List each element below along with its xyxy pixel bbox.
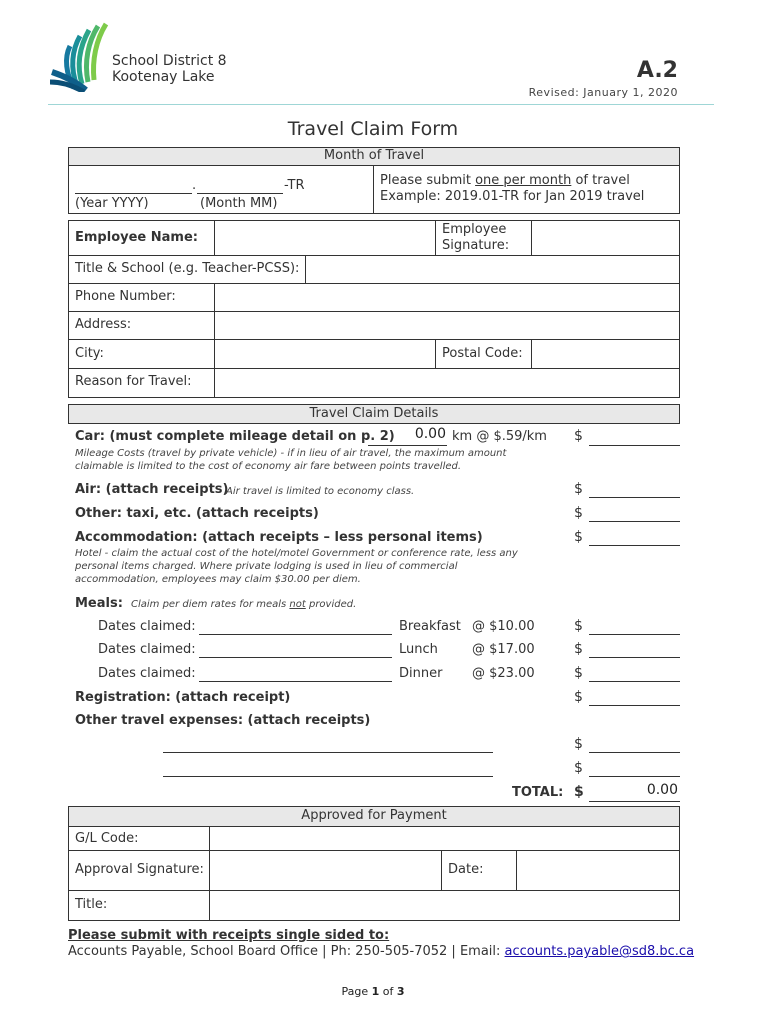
reason-field[interactable]	[215, 369, 679, 397]
col-sep-sig-left	[435, 221, 436, 255]
form-title: Travel Claim Form	[287, 118, 459, 140]
tr-suffix: -TR	[284, 178, 305, 193]
dinner-amount-line[interactable]	[589, 681, 680, 682]
employee-signature-field[interactable]	[532, 221, 679, 255]
other-travel-dollar-1: $	[574, 736, 583, 752]
month-input-line[interactable]	[197, 193, 283, 194]
car-note-1: Mileage Costs (travel by private vehicle) - if in lieu of air travel, the maximum amount	[75, 448, 507, 459]
page-total: 3	[396, 985, 405, 998]
address-label: Address:	[75, 317, 132, 332]
dinner-dates-label: Dates claimed:	[98, 666, 196, 681]
title-school-label: Title & School (e.g. Teacher-PCSS):	[75, 261, 300, 276]
accommodation-note-1: Hotel - claim the actual cost of the hotel/motel Government or conference rate, less any	[75, 548, 518, 559]
approval-signature-field[interactable]	[210, 851, 441, 890]
col-sep-postal-left	[435, 340, 436, 368]
page-current: 1	[371, 985, 380, 998]
org-name-line2: Kootenay Lake	[112, 69, 215, 85]
page-pre: Page	[341, 985, 372, 998]
contact-text: Accounts Payable, School Board Office | Ph: 250-505-7052 | Email:	[68, 944, 505, 959]
year-input-line[interactable]	[75, 193, 192, 194]
car-km-line	[368, 445, 447, 446]
lunch-dollar: $	[574, 641, 583, 657]
employee-signature-label-1: Employee	[442, 222, 507, 237]
total-dollar: $	[574, 784, 584, 800]
travel-claim-details-header: Travel Claim Details	[68, 404, 680, 424]
gl-code-field[interactable]	[210, 827, 679, 850]
month-example: Example: 2019.01-TR for Jan 2019 travel	[380, 189, 645, 204]
city-field[interactable]	[215, 340, 435, 368]
car-label: Car: (must complete mileage detail on p. 2)	[75, 429, 395, 444]
year-month-dot: .	[192, 178, 197, 193]
car-km-value[interactable]: 0.00	[414, 426, 446, 442]
total-value: 0.00	[646, 782, 678, 798]
lunch-label: Lunch	[399, 642, 438, 657]
breakfast-label: Breakfast	[399, 619, 461, 634]
submit-contact	[68, 944, 694, 959]
approval-date-label: Date:	[448, 862, 484, 877]
other-travel-amount-line-1[interactable]	[589, 752, 680, 753]
month-divider	[373, 166, 374, 214]
car-rate: km @ $.59/km	[452, 429, 547, 444]
other-travel-label: Other travel expenses: (attach receipts)	[75, 713, 371, 728]
lunch-dates-label: Dates claimed:	[98, 642, 196, 657]
dinner-dates-line[interactable]	[199, 681, 392, 682]
other-taxi-dollar: $	[574, 505, 583, 521]
approval-date-field[interactable]	[517, 851, 679, 890]
postal-code-label: Postal Code:	[442, 346, 523, 361]
dinner-rate: @ $23.00	[472, 666, 535, 681]
car-note-2: claimable is limited to the cost of economy air fare between points travelled.	[75, 461, 462, 472]
submit-note-underlined: one per month	[475, 173, 572, 188]
accommodation-amount-line[interactable]	[589, 545, 680, 546]
logo-leaves-icon	[46, 20, 116, 92]
meals-note-pre: Claim per diem rates for meals	[131, 599, 290, 610]
meals-note-underlined: not	[289, 599, 306, 610]
car-dollar: $	[574, 428, 583, 444]
submit-note-pre: Please submit	[380, 173, 476, 188]
breakfast-dates-line[interactable]	[199, 634, 392, 635]
submit-note	[380, 173, 630, 188]
air-dollar: $	[574, 481, 583, 497]
meals-note	[131, 599, 356, 610]
reason-label: Reason for Travel:	[75, 374, 192, 389]
other-travel-desc-line-1[interactable]	[163, 752, 493, 753]
accommodation-note-2: personal items charged. Where private lodging is used in lieu of commercial	[75, 561, 458, 572]
revised-date: Revised: January 1, 2020	[528, 86, 678, 99]
employee-signature-label-2: Signature:	[442, 238, 510, 253]
form-code: A.2	[636, 58, 678, 83]
date-col-sep-left	[441, 851, 442, 890]
total-amount-line	[589, 801, 680, 802]
city-label: City:	[75, 346, 104, 361]
page-mid: of	[379, 985, 397, 998]
month-format-label: (Month MM)	[200, 196, 278, 211]
other-taxi-label: Other: taxi, etc. (attach receipts)	[75, 506, 319, 521]
approval-title-field[interactable]	[210, 891, 679, 920]
lunch-rate: @ $17.00	[472, 642, 535, 657]
email-link[interactable]: accounts.payable@sd8.bc.ca	[504, 944, 695, 959]
header-rule	[48, 104, 714, 105]
registration-dollar: $	[574, 689, 583, 705]
dinner-label: Dinner	[399, 666, 443, 681]
phone-label: Phone Number:	[75, 289, 176, 304]
air-amount-line[interactable]	[589, 497, 680, 498]
title-school-field[interactable]	[306, 256, 679, 283]
address-field[interactable]	[215, 312, 679, 339]
lunch-amount-line[interactable]	[589, 657, 680, 658]
dinner-dollar: $	[574, 665, 583, 681]
page-number	[0, 985, 746, 998]
other-travel-desc-line-2[interactable]	[163, 776, 493, 777]
other-travel-amount-line-2[interactable]	[589, 776, 680, 777]
other-travel-dollar-2: $	[574, 760, 583, 776]
org-name-line1: School District 8	[112, 53, 227, 69]
submit-heading: Please submit with receipts single sided to:	[68, 928, 390, 943]
air-label: Air: (attach receipts)	[75, 482, 229, 497]
phone-field[interactable]	[215, 284, 679, 311]
meals-note-post: provided.	[305, 599, 357, 610]
approved-for-payment-header: Approved for Payment	[68, 806, 680, 827]
gl-code-label: G/L Code:	[75, 831, 139, 846]
approval-signature-label: Approval Signature:	[75, 862, 204, 877]
car-amount-line[interactable]	[589, 445, 680, 446]
meals-label: Meals:	[75, 596, 123, 611]
employee-name-field[interactable]	[215, 221, 434, 255]
approval-title-label: Title:	[75, 897, 108, 912]
registration-amount-line[interactable]	[589, 705, 680, 706]
month-of-travel-header: Month of Travel	[68, 147, 680, 166]
breakfast-dates-label: Dates claimed:	[98, 619, 196, 634]
lunch-dates-line[interactable]	[199, 657, 392, 658]
accommodation-label: Accommodation: (attach receipts – less personal items)	[75, 530, 483, 545]
year-format-label: (Year YYYY)	[75, 196, 149, 211]
postal-code-field[interactable]	[532, 340, 679, 368]
breakfast-dollar: $	[574, 618, 583, 634]
total-label: TOTAL:	[512, 785, 564, 800]
breakfast-rate: @ $10.00	[472, 619, 535, 634]
employee-name-label: Employee Name:	[75, 230, 198, 245]
registration-label: Registration: (attach receipt)	[75, 690, 291, 705]
submit-note-post: of travel	[571, 173, 630, 188]
district-logo	[46, 20, 116, 92]
accommodation-dollar: $	[574, 529, 583, 545]
accommodation-note-3: accommodation, employees may claim $30.00 per diem.	[75, 574, 361, 585]
breakfast-amount-line[interactable]	[589, 634, 680, 635]
other-taxi-amount-line[interactable]	[589, 521, 680, 522]
air-note: Air travel is limited to economy class.	[226, 486, 415, 497]
